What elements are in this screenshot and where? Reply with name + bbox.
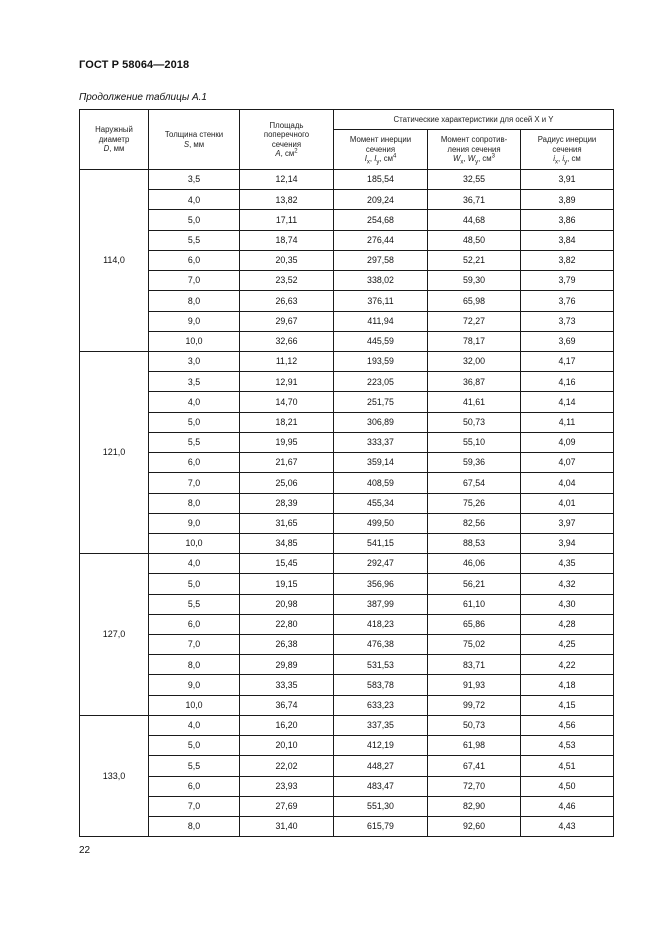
moment-of-inertia-cell: 333,37: [334, 432, 428, 452]
radius-of-gyration-cell: 3,89: [521, 190, 614, 210]
header-cross-section-area: Площадь поперечного сечения A, $см^2$: [240, 110, 334, 170]
properties-table: [79, 109, 614, 837]
section-modulus-cell: 44,68: [428, 210, 521, 230]
area-cell: 21,67: [240, 453, 334, 473]
radius-of-gyration-cell: 3,69: [521, 331, 614, 351]
area-cell: 19,15: [240, 574, 334, 594]
header-wall-thickness: Толщина стенки S, мм: [149, 110, 240, 170]
area-cell: 19,95: [240, 432, 334, 452]
moment-of-inertia-cell: 633,23: [334, 695, 428, 715]
table-row: [80, 675, 614, 695]
table-row: [80, 230, 614, 250]
section-modulus-cell: 48,50: [428, 230, 521, 250]
table-row: [80, 392, 614, 412]
section-modulus-cell: 50,73: [428, 412, 521, 432]
radius-of-gyration-cell: 4,11: [521, 412, 614, 432]
moment-of-inertia-cell: 387,99: [334, 594, 428, 614]
section-modulus-cell: 41,61: [428, 392, 521, 412]
section-modulus-cell: 56,21: [428, 574, 521, 594]
wall-thickness-cell: 5,5: [149, 594, 240, 614]
wall-thickness-cell: 5,5: [149, 230, 240, 250]
area-cell: 20,98: [240, 594, 334, 614]
area-cell: 29,89: [240, 655, 334, 675]
table-row: [80, 817, 614, 837]
section-modulus-cell: 67,54: [428, 473, 521, 493]
wall-thickness-cell: 10,0: [149, 331, 240, 351]
section-modulus-cell: 50,73: [428, 715, 521, 735]
area-cell: 22,80: [240, 614, 334, 634]
moment-of-inertia-cell: 292,47: [334, 554, 428, 574]
moment-of-inertia-cell: 209,24: [334, 190, 428, 210]
area-cell: 31,40: [240, 817, 334, 837]
section-modulus-cell: 92,60: [428, 817, 521, 837]
header-moment-of-inertia: Момент инерции сечения $I_x$, $I_y$, $см^4$: [334, 130, 428, 170]
area-cell: 29,67: [240, 311, 334, 331]
radius-of-gyration-cell: 4,43: [521, 817, 614, 837]
area-cell: 34,85: [240, 533, 334, 553]
section-modulus-cell: 61,10: [428, 594, 521, 614]
outer-diameter-cell: 121,0: [80, 351, 149, 553]
area-cell: 28,39: [240, 493, 334, 513]
radius-of-gyration-cell: 4,14: [521, 392, 614, 412]
wall-thickness-cell: 6,0: [149, 453, 240, 473]
moment-of-inertia-cell: 276,44: [334, 230, 428, 250]
moment-of-inertia-cell: 483,47: [334, 776, 428, 796]
section-modulus-cell: 88,53: [428, 533, 521, 553]
table-row: [80, 756, 614, 776]
outer-diameter-cell: 114,0: [80, 170, 149, 352]
section-modulus-cell: 72,70: [428, 776, 521, 796]
document-header: ГОСТ Р 58064—2018: [79, 59, 190, 71]
area-cell: 25,06: [240, 473, 334, 493]
radius-of-gyration-cell: 4,17: [521, 351, 614, 371]
wall-thickness-cell: 3,0: [149, 351, 240, 371]
table-row: [80, 210, 614, 230]
radius-of-gyration-cell: 4,04: [521, 473, 614, 493]
area-cell: 23,93: [240, 776, 334, 796]
section-modulus-cell: 91,93: [428, 675, 521, 695]
wall-thickness-cell: 4,0: [149, 715, 240, 735]
wall-thickness-cell: 5,0: [149, 210, 240, 230]
area-cell: 17,11: [240, 210, 334, 230]
wall-thickness-cell: 8,0: [149, 655, 240, 675]
wall-thickness-cell: 9,0: [149, 675, 240, 695]
section-modulus-cell: 59,36: [428, 453, 521, 473]
header-radius-of-gyration: Радиус инерции сечения $i_x$, $i_y$, см: [521, 130, 614, 170]
wall-thickness-cell: 6,0: [149, 614, 240, 634]
wall-thickness-cell: 5,0: [149, 412, 240, 432]
moment-of-inertia-cell: 185,54: [334, 170, 428, 190]
radius-of-gyration-cell: 4,32: [521, 574, 614, 594]
section-modulus-cell: 83,71: [428, 655, 521, 675]
radius-of-gyration-cell: 3,91: [521, 170, 614, 190]
moment-of-inertia-cell: 297,58: [334, 250, 428, 270]
radius-of-gyration-cell: 3,86: [521, 210, 614, 230]
wall-thickness-cell: 4,0: [149, 554, 240, 574]
radius-of-gyration-cell: 4,30: [521, 594, 614, 614]
radius-of-gyration-cell: 4,22: [521, 655, 614, 675]
area-cell: 13,82: [240, 190, 334, 210]
area-cell: 36,74: [240, 695, 334, 715]
area-cell: 18,74: [240, 230, 334, 250]
area-cell: 15,45: [240, 554, 334, 574]
moment-of-inertia-cell: 411,94: [334, 311, 428, 331]
table-row: [80, 291, 614, 311]
table-row: [80, 190, 614, 210]
moment-of-inertia-cell: 476,38: [334, 635, 428, 655]
radius-of-gyration-cell: 4,35: [521, 554, 614, 574]
moment-of-inertia-cell: 531,53: [334, 655, 428, 675]
area-cell: 23,52: [240, 271, 334, 291]
table-row: [80, 372, 614, 392]
wall-thickness-cell: 7,0: [149, 796, 240, 816]
table-row: [80, 736, 614, 756]
wall-thickness-cell: 8,0: [149, 291, 240, 311]
section-modulus-cell: 75,02: [428, 635, 521, 655]
moment-of-inertia-cell: 445,59: [334, 331, 428, 351]
table-row: [80, 574, 614, 594]
radius-of-gyration-cell: 4,56: [521, 715, 614, 735]
table-row: [80, 614, 614, 634]
moment-of-inertia-cell: 499,50: [334, 513, 428, 533]
section-modulus-cell: 82,90: [428, 796, 521, 816]
table-row: [80, 776, 614, 796]
moment-of-inertia-cell: 412,19: [334, 736, 428, 756]
section-modulus-cell: 36,87: [428, 372, 521, 392]
moment-of-inertia-cell: 254,68: [334, 210, 428, 230]
page-number: 22: [79, 845, 91, 856]
header-section-modulus: Момент сопротив- ления сечения $W_x$, $W_y$, $см^3$: [428, 130, 521, 170]
radius-of-gyration-cell: 4,16: [521, 372, 614, 392]
moment-of-inertia-cell: 337,35: [334, 715, 428, 735]
section-modulus-cell: 61,98: [428, 736, 521, 756]
outer-diameter-cell: 127,0: [80, 554, 149, 716]
area-cell: 14,70: [240, 392, 334, 412]
wall-thickness-cell: 10,0: [149, 695, 240, 715]
table-row: [80, 432, 614, 452]
moment-of-inertia-cell: 376,11: [334, 291, 428, 311]
table-body: [80, 170, 614, 837]
radius-of-gyration-cell: 4,09: [521, 432, 614, 452]
outer-diameter-cell: 133,0: [80, 715, 149, 836]
table-row: [80, 170, 614, 190]
section-modulus-cell: 72,27: [428, 311, 521, 331]
table-caption: Продолжение таблицы А.1: [79, 92, 207, 103]
radius-of-gyration-cell: 4,50: [521, 776, 614, 796]
section-modulus-cell: 32,55: [428, 170, 521, 190]
table-row: [80, 412, 614, 432]
table-row: [80, 271, 614, 291]
wall-thickness-cell: 10,0: [149, 533, 240, 553]
section-modulus-cell: 99,72: [428, 695, 521, 715]
radius-of-gyration-cell: 4,28: [521, 614, 614, 634]
section-modulus-cell: 67,41: [428, 756, 521, 776]
moment-of-inertia-cell: 193,59: [334, 351, 428, 371]
wall-thickness-cell: 7,0: [149, 635, 240, 655]
wall-thickness-cell: 3,5: [149, 170, 240, 190]
area-cell: 12,91: [240, 372, 334, 392]
table-row: [80, 453, 614, 473]
wall-thickness-cell: 5,0: [149, 736, 240, 756]
table-row: [80, 513, 614, 533]
wall-thickness-cell: 6,0: [149, 250, 240, 270]
radius-of-gyration-cell: 3,79: [521, 271, 614, 291]
table-row: [80, 311, 614, 331]
radius-of-gyration-cell: 3,73: [521, 311, 614, 331]
radius-of-gyration-cell: 3,82: [521, 250, 614, 270]
moment-of-inertia-cell: 583,78: [334, 675, 428, 695]
area-cell: 16,20: [240, 715, 334, 735]
area-cell: 26,63: [240, 291, 334, 311]
table-row: [80, 695, 614, 715]
area-cell: 26,38: [240, 635, 334, 655]
moment-of-inertia-cell: 418,23: [334, 614, 428, 634]
area-cell: 22,02: [240, 756, 334, 776]
moment-of-inertia-cell: 448,27: [334, 756, 428, 776]
wall-thickness-cell: 9,0: [149, 311, 240, 331]
moment-of-inertia-cell: 551,30: [334, 796, 428, 816]
header-static-characteristics: Статические характеристики для осей X и Y: [334, 110, 614, 130]
wall-thickness-cell: 5,5: [149, 432, 240, 452]
table-row: [80, 655, 614, 675]
wall-thickness-cell: 4,0: [149, 392, 240, 412]
area-cell: 11,12: [240, 351, 334, 371]
section-modulus-cell: 32,00: [428, 351, 521, 371]
table-row: [80, 533, 614, 553]
radius-of-gyration-cell: 4,51: [521, 756, 614, 776]
area-cell: 33,35: [240, 675, 334, 695]
moment-of-inertia-cell: 408,59: [334, 473, 428, 493]
wall-thickness-cell: 5,5: [149, 756, 240, 776]
wall-thickness-cell: 6,0: [149, 776, 240, 796]
table-row: [80, 635, 614, 655]
table-row: [80, 796, 614, 816]
section-modulus-cell: 55,10: [428, 432, 521, 452]
table-row: [80, 473, 614, 493]
moment-of-inertia-cell: 359,14: [334, 453, 428, 473]
area-cell: 32,66: [240, 331, 334, 351]
moment-of-inertia-cell: 306,89: [334, 412, 428, 432]
moment-of-inertia-cell: 223,05: [334, 372, 428, 392]
radius-of-gyration-cell: 4,15: [521, 695, 614, 715]
table-row: [80, 250, 614, 270]
area-cell: 27,69: [240, 796, 334, 816]
moment-of-inertia-cell: 541,15: [334, 533, 428, 553]
wall-thickness-cell: 4,0: [149, 190, 240, 210]
table-row: [80, 351, 614, 371]
wall-thickness-cell: 5,0: [149, 574, 240, 594]
section-modulus-cell: 36,71: [428, 190, 521, 210]
radius-of-gyration-cell: 3,76: [521, 291, 614, 311]
table-row: [80, 331, 614, 351]
table-row: [80, 594, 614, 614]
section-modulus-cell: 46,06: [428, 554, 521, 574]
radius-of-gyration-cell: 4,07: [521, 453, 614, 473]
wall-thickness-cell: 7,0: [149, 271, 240, 291]
wall-thickness-cell: 3,5: [149, 372, 240, 392]
section-modulus-cell: 75,26: [428, 493, 521, 513]
radius-of-gyration-cell: 3,84: [521, 230, 614, 250]
radius-of-gyration-cell: 4,18: [521, 675, 614, 695]
area-cell: 20,10: [240, 736, 334, 756]
wall-thickness-cell: 7,0: [149, 473, 240, 493]
moment-of-inertia-cell: 356,96: [334, 574, 428, 594]
table-row: [80, 715, 614, 735]
radius-of-gyration-cell: 4,53: [521, 736, 614, 756]
area-cell: 12,14: [240, 170, 334, 190]
header-outer-diameter: Наружный диаметр D, мм: [80, 110, 149, 170]
moment-of-inertia-cell: 455,34: [334, 493, 428, 513]
area-cell: 18,21: [240, 412, 334, 432]
radius-of-gyration-cell: 4,46: [521, 796, 614, 816]
moment-of-inertia-cell: 251,75: [334, 392, 428, 412]
moment-of-inertia-cell: 615,79: [334, 817, 428, 837]
section-modulus-cell: 82,56: [428, 513, 521, 533]
table-row: [80, 554, 614, 574]
radius-of-gyration-cell: 3,97: [521, 513, 614, 533]
moment-of-inertia-cell: 338,02: [334, 271, 428, 291]
radius-of-gyration-cell: 3,94: [521, 533, 614, 553]
radius-of-gyration-cell: 4,01: [521, 493, 614, 513]
wall-thickness-cell: 8,0: [149, 817, 240, 837]
table-row: [80, 493, 614, 513]
radius-of-gyration-cell: 4,25: [521, 635, 614, 655]
section-modulus-cell: 78,17: [428, 331, 521, 351]
section-modulus-cell: 65,86: [428, 614, 521, 634]
wall-thickness-cell: 8,0: [149, 493, 240, 513]
area-cell: 31,65: [240, 513, 334, 533]
wall-thickness-cell: 9,0: [149, 513, 240, 533]
section-modulus-cell: 59,30: [428, 271, 521, 291]
area-cell: 20,35: [240, 250, 334, 270]
section-modulus-cell: 52,21: [428, 250, 521, 270]
section-modulus-cell: 65,98: [428, 291, 521, 311]
